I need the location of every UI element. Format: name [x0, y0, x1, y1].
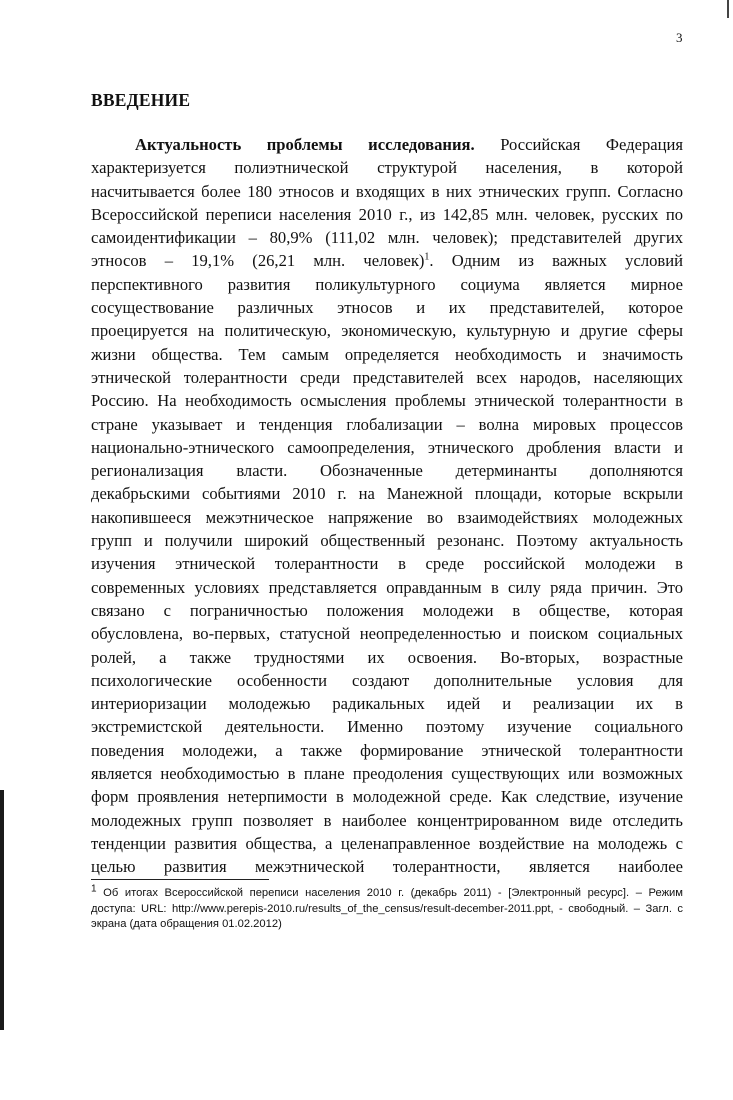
paragraph-line: изучения этнической толерантности в среде российской молодежи в — [91, 554, 683, 574]
paragraph-line: перспективного развития поликультурного социума является мирное — [91, 274, 683, 294]
paragraph-line — [91, 133, 683, 156]
paragraph-line: национально-этнического самоопределения, этнического дробления власти и — [91, 437, 683, 457]
paragraph-line: форм проявления нетерпимости в молодежной среде. Как следствие, изучение — [91, 787, 683, 807]
paragraph-line: современных условиях представляется оправданным в силу ряда причин. Это — [91, 577, 683, 597]
section-heading: ВВЕДЕНИЕ — [91, 90, 191, 110]
paragraph-line: сосуществование различных этносов и их представителей, которое — [91, 298, 683, 318]
footnote-separator — [91, 879, 269, 880]
paragraph-line: поведения молодежи, а также формирование этнической толерантности — [91, 740, 683, 760]
paragraph-text: этносов – 19,1% (26,21 млн. человек) — [91, 251, 425, 271]
paragraph-line: накопившееся межэтническое напряжение во взаимодействиях молодежных — [91, 507, 683, 527]
paragraph-line: стране указывает и тенденция глобализации – волна мировых процессов — [91, 414, 683, 434]
footnote-marker: 1 — [91, 883, 97, 895]
footnote-ref-marker[interactable]: 1 — [424, 251, 430, 263]
paragraph-lead-rest: Российская Федерация — [474, 135, 684, 154]
paragraph-line: регионализация власти. Обозначенные детерминанты дополняются — [91, 461, 683, 481]
scan-edge-right — [727, 0, 729, 18]
footnote-line — [91, 883, 683, 902]
paragraph-line: групп и получили широкий общественный резонанс. Поэтому актуальность — [91, 531, 683, 551]
paragraph-line: ролей, а также трудностями их освоения. Во-вторых, возрастные — [91, 647, 683, 667]
paragraph-line: интериоризации молодежью радикальных идей и реализации их в — [91, 694, 683, 714]
paragraph-line: характеризуется полиэтнической структурой населения, в которой — [91, 158, 683, 178]
paragraph-line: жизни общества. Тем самым определяется необходимость и значимость — [91, 344, 683, 364]
paragraph-line: Всероссийской переписи населения 2010 г., из 142,85 млн. человек, русских по — [91, 204, 683, 224]
paragraph-line: тенденции развития общества, а целенаправленное воздействие на молодежь с — [91, 833, 683, 853]
paragraph-line: насчитывается более 180 этносов и входящих в них этнических групп. Согласно — [91, 181, 683, 201]
paragraph-line: экстремистской деятельности. Именно поэтому изучение социального — [91, 717, 683, 737]
footnote-text: Об итогах Всероссийской переписи населения 2010 г. (декабрь 2011) - [Электронный ресурс]. – Режим — [96, 887, 683, 899]
footnote-line[interactable]: доступа: URL: http://www.perepis-2010.ru/results_of_the_census/result-december-2011.ppt, - свободный. – Загл. с — [91, 902, 683, 915]
paragraph-line: молодежных групп позволяет в наиболее концентрированном виде отследить — [91, 810, 683, 830]
paragraph-line: Россию. На необходимость осмысления проблемы этнической толерантности в — [91, 391, 683, 411]
paragraph-line: связано с пограничностью положения молодежи в обществе, которая — [91, 600, 683, 620]
paragraph-line: проецируется на политическую, экономическую, культурную и другие сферы — [91, 321, 683, 341]
paragraph-text: . Одним из важных условий — [429, 251, 683, 271]
paragraph-line: целью развития межэтнической толерантности, является наиболее — [91, 857, 683, 877]
page-number: 3 — [676, 30, 683, 45]
body-paragraph — [91, 133, 683, 879]
paragraph-line: психологические особенности создают дополнительные условия для — [91, 670, 683, 690]
paragraph-lead-bold: Актуальность проблемы исследования. — [135, 135, 475, 154]
paragraph-line-footnote-ref — [91, 249, 683, 272]
paragraph-line: является необходимостью в плане преодоления существующих или возможных — [91, 764, 683, 784]
paragraph-line: обусловлена, во-первых, статусной неопределенностью и поиском социальных — [91, 624, 683, 644]
paragraph-line: декабрьскими событиями 2010 г. на Манежной площади, которые вскрыли — [91, 484, 683, 504]
footnote — [91, 883, 683, 933]
scan-edge-left — [0, 790, 4, 1030]
paragraph-line: самоидентификации – 80,9% (111,02 млн. человек); представителей других — [91, 228, 683, 248]
paragraph-line: этнической толерантности среди представителей всех народов, населяющих — [91, 367, 683, 387]
footnote-line: экрана (дата обращения 01.02.2012) — [91, 918, 282, 930]
